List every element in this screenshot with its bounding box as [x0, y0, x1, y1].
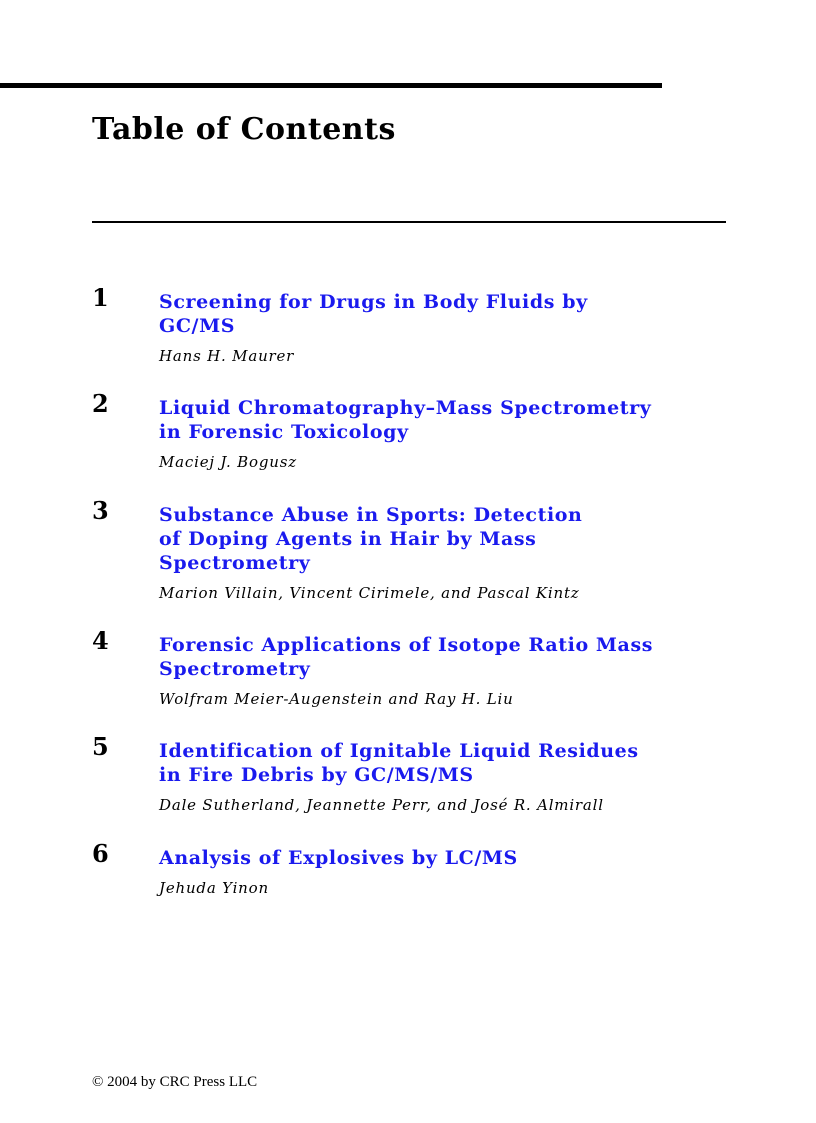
chapter-title-link[interactable]: Identification of Ignitable Liquid Residues in Fire Debris by GC/MS/MS — [159, 740, 639, 786]
chapter-number: 5 — [92, 732, 109, 761]
chapter-title-link[interactable]: Screening for Drugs in Body Fluids by GC/MS — [159, 291, 588, 337]
toc-entry-4 — [92, 626, 732, 735]
chapter-title-link[interactable]: Analysis of Explosives by LC/MS — [159, 847, 518, 869]
chapter-title-link[interactable]: Forensic Applications of Isotope Ratio Mass Spectrometry — [159, 634, 654, 680]
toc-entry-5 — [92, 732, 732, 842]
copyright-notice: © 2004 by CRC Press LLC — [92, 1074, 258, 1090]
chapter-authors: Hans H. Maurer — [159, 347, 295, 365]
toc-entry-1 — [92, 283, 732, 392]
chapter-authors: Marion Villain, Vincent Cirimele, and Pascal Kintz — [159, 584, 580, 602]
chapter-title-link[interactable]: Liquid Chromatography–Mass Spectrometry in Forensic Toxicology — [159, 397, 652, 443]
title-divider — [92, 221, 726, 223]
chapter-authors: Dale Sutherland, Jeannette Perr, and José R. Almirall — [159, 796, 604, 814]
toc-entry-6 — [92, 839, 732, 912]
chapter-number: 6 — [92, 839, 109, 868]
chapter-authors: Wolfram Meier-Augenstein and Ray H. Liu — [159, 690, 514, 708]
toc-entry-3 — [92, 496, 732, 629]
chapter-number: 4 — [92, 626, 109, 655]
chapter-title-link[interactable]: Substance Abuse in Sports: Detection of Doping Agents in Hair by Mass Spectrometry — [159, 504, 583, 574]
table-of-contents — [92, 283, 732, 912]
chapter-number: 2 — [92, 389, 109, 418]
chapter-authors: Maciej J. Bogusz — [159, 453, 297, 471]
page-title: Table of Contents — [92, 112, 396, 147]
toc-entry-body — [159, 842, 732, 898]
top-rule — [0, 83, 662, 88]
toc-entry-2 — [92, 389, 732, 499]
toc-entry-body — [159, 392, 732, 472]
toc-entry-body — [159, 286, 732, 366]
chapter-number: 3 — [92, 496, 109, 525]
chapter-authors: Jehuda Yinon — [159, 879, 269, 897]
toc-entry-body — [159, 735, 732, 815]
toc-entry-body — [159, 629, 732, 709]
toc-entry-body — [159, 499, 732, 603]
chapter-number: 1 — [92, 283, 109, 312]
